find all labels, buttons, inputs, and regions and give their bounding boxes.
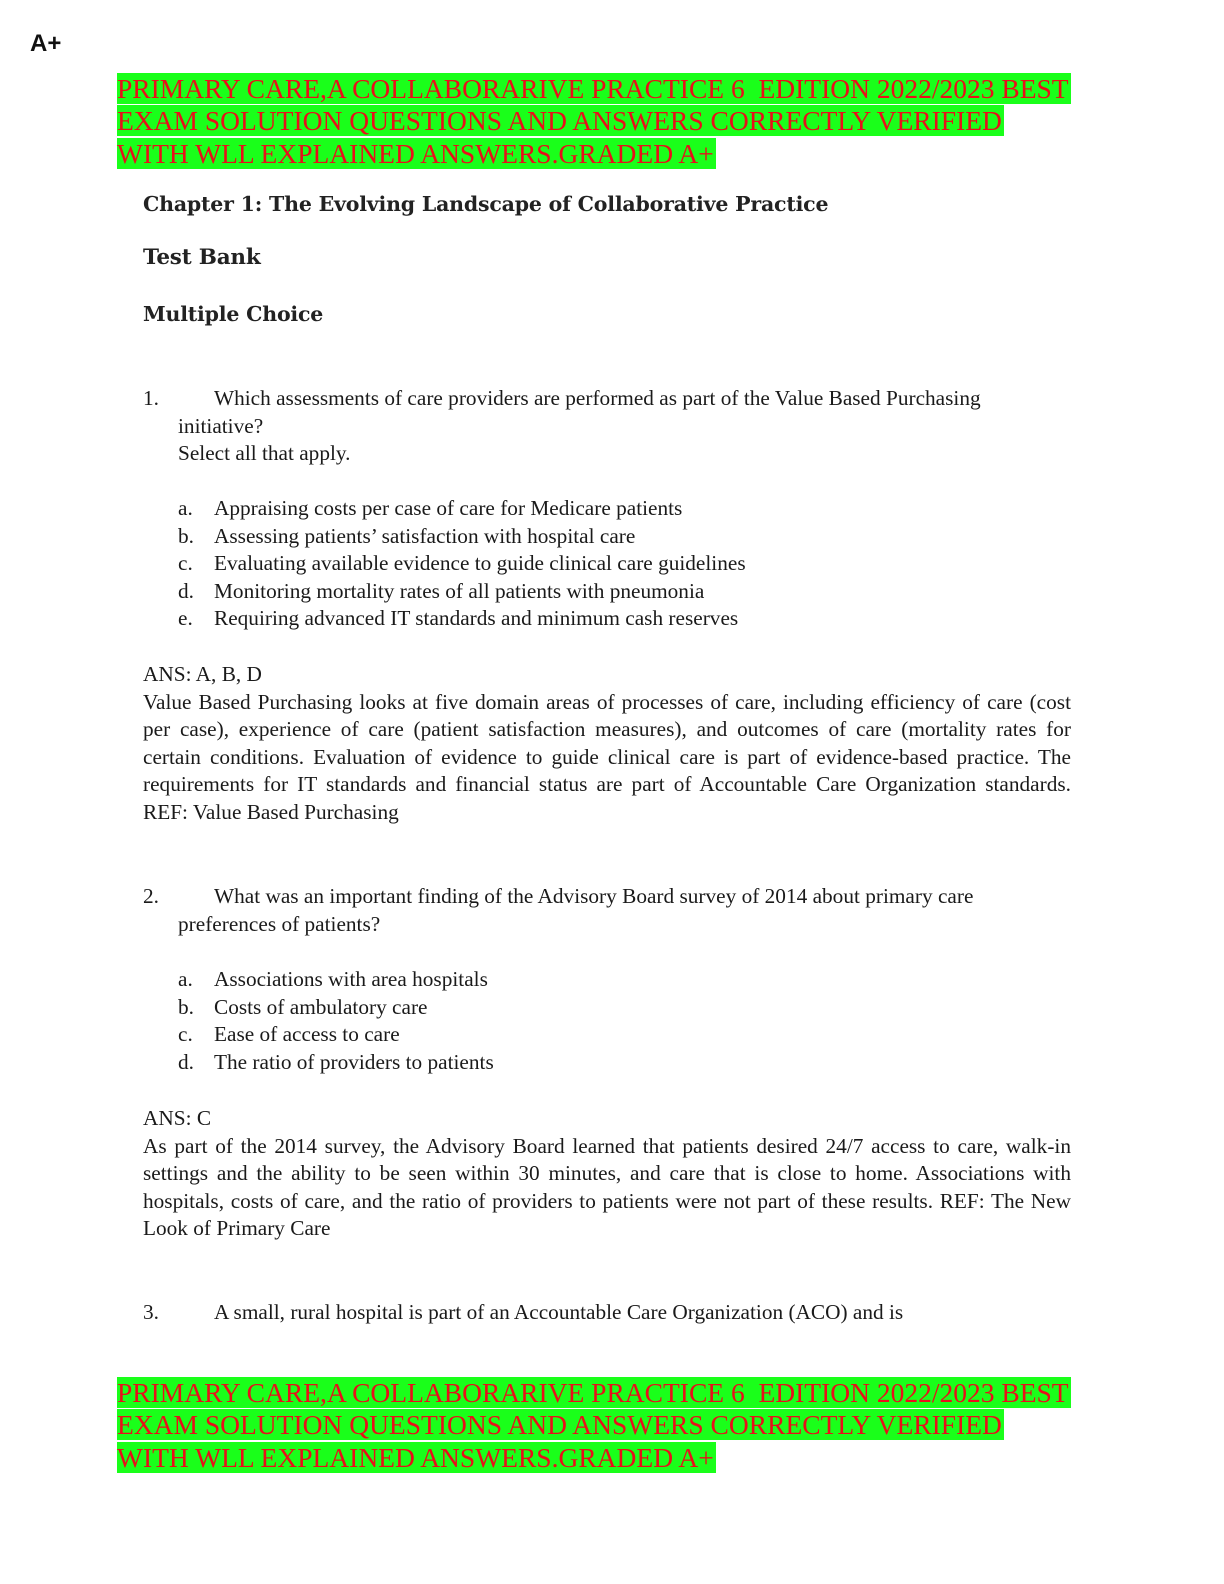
question-2 — [143, 883, 1071, 938]
question-stem: Which assessments of care providers are performed as part of the Value Based Purchasing — [214, 386, 981, 410]
answer-block — [143, 661, 1071, 827]
answer-rationale: Value Based Purchasing looks at five domain areas of processes of care, including efficiency of care (cost per case), experience of care (patient satisfaction measures), and outcomes of care (mortality rates for certain conditions. Evaluation of evidence to guide clinical care is part of evidence-based practice. The requirements for IT standards and financial status are part of Accountable Care Organization standards. REF: Value Based Purchasing — [143, 689, 1071, 824]
option-text: The ratio of providers to patients — [214, 1049, 494, 1074]
banner-line: EXAM SOLUTION QUESTIONS AND ANSWERS CORRECTLY VERIFIED — [117, 105, 1002, 137]
option-letter: d. — [178, 1049, 194, 1074]
banner-line: WITH WLL EXPLAINED ANSWERS.GRADED A+ — [117, 1441, 714, 1473]
option-letter: b. — [178, 523, 194, 548]
answer-key: ANS: A, B, D — [143, 662, 262, 686]
option-item — [178, 1021, 1058, 1049]
option-item — [178, 1049, 1058, 1077]
question-instruction: Select all that apply. — [178, 441, 351, 466]
banner-line: WITH WLL EXPLAINED ANSWERS.GRADED A+ — [117, 137, 714, 169]
option-text: Associations with area hospitals — [214, 967, 488, 991]
question-number: 2. — [143, 884, 159, 908]
option-letter: c. — [178, 551, 193, 576]
option-item — [178, 605, 1058, 633]
option-text: Evaluating available evidence to guide clinical care guidelines — [214, 551, 746, 576]
option-letter: c. — [178, 1022, 193, 1047]
option-item — [178, 994, 1058, 1022]
header-banner — [117, 73, 1097, 170]
option-item — [178, 495, 1058, 523]
section-heading: Multiple Choice — [143, 302, 324, 326]
test-bank-heading: Test Bank — [143, 245, 261, 270]
option-item — [178, 966, 1058, 994]
options-list — [178, 495, 1058, 633]
option-letter: a. — [178, 967, 193, 991]
grade-mark: A+ — [30, 30, 62, 57]
answer-block — [143, 1105, 1071, 1243]
option-letter: a. — [178, 496, 193, 520]
options-list — [178, 966, 1058, 1076]
chapter-title: Chapter 1: The Evolving Landscape of Collaborative Practice — [143, 192, 829, 216]
option-letter: e. — [178, 606, 193, 631]
banner-line: PRIMARY CARE,A COLLABORARIVE PRACTICE 6 EDITION 2022/2023 BEST — [117, 73, 1069, 104]
question-stem-cont: initiative? — [178, 413, 264, 438]
question-number: 1. — [143, 386, 159, 410]
option-item — [178, 578, 1058, 606]
option-letter: d. — [178, 578, 194, 603]
option-text: Costs of ambulatory care — [214, 994, 428, 1019]
question-stem-cont: preferences of patients? — [178, 911, 381, 936]
option-text: Appraising costs per case of care for Medicare patients — [214, 496, 683, 520]
question-3 — [143, 1299, 1071, 1327]
question-number: 3. — [143, 1300, 159, 1324]
option-text: Monitoring mortality rates of all patients with pneumonia — [214, 578, 705, 603]
banner-line: PRIMARY CARE,A COLLABORARIVE PRACTICE 6 EDITION 2022/2023 BEST — [117, 1377, 1069, 1408]
option-text: Requiring advanced IT standards and minimum cash reserves — [214, 606, 739, 631]
option-item — [178, 550, 1058, 578]
answer-rationale: As part of the 2014 survey, the Advisory Board learned that patients desired 24/7 access to care, walk-in settings and the ability to be seen within 30 minutes, and care that is close to home. Associations with hospitals, costs of care, and the ratio of providers to patients were not part of these results. REF: The New Look of Primary Care — [143, 1133, 1071, 1241]
option-text: Ease of access to care — [214, 1022, 400, 1047]
question-stem: A small, rural hospital is part of an Accountable Care Organization (ACO) and is — [214, 1300, 904, 1324]
banner-line: EXAM SOLUTION QUESTIONS AND ANSWERS CORRECTLY VERIFIED — [117, 1409, 1002, 1441]
option-item — [178, 523, 1058, 551]
question-stem: What was an important finding of the Advisory Board survey of 2014 about primary care — [214, 884, 974, 908]
footer-banner — [117, 1377, 1097, 1474]
question-1 — [143, 385, 1071, 468]
option-letter: b. — [178, 994, 194, 1019]
answer-key: ANS: C — [143, 1106, 212, 1130]
option-text: Assessing patients’ satisfaction with hospital care — [214, 523, 636, 548]
